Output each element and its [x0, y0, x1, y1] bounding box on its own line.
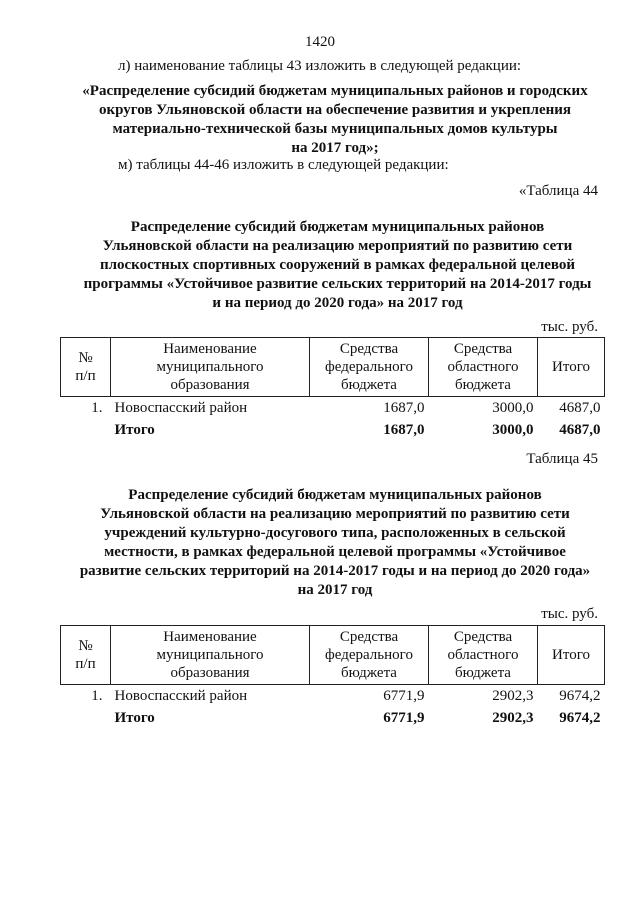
total-sum: 4687,0: [559, 422, 601, 438]
total-label: Итого: [114, 710, 155, 726]
cell-regional: 3000,0: [492, 400, 534, 416]
header-num: № п/п: [61, 338, 111, 397]
header-num: № п/п: [61, 626, 111, 685]
header-name: Наименование муниципального образования: [111, 626, 310, 685]
cell-regional: 2902,3: [492, 688, 534, 704]
header-total: Итого: [538, 338, 605, 397]
cell-total: 4687,0: [559, 400, 601, 416]
table43-title-line: материально-технической базы муниципальных домов культуры: [112, 121, 558, 137]
table44-title-line: Распределение субсидий бюджетам муниципальных районов: [130, 219, 545, 235]
table44-title-line: Ульяновской области на реализацию мероприятий по развитию сети: [102, 238, 573, 254]
table-row: [61, 685, 605, 708]
header-total: Итого: [538, 626, 605, 685]
total-regional: 3000,0: [492, 422, 534, 438]
total-sum: 9674,2: [559, 710, 601, 726]
table45-title-line: учреждений культурно-досугового типа, расположенных в сельской: [104, 525, 566, 541]
cell-name: Новоспасский район: [114, 688, 248, 704]
cell-name: Новоспасский район: [114, 400, 248, 416]
table44: [60, 337, 605, 441]
header-federal: Средства федерального бюджета: [310, 338, 429, 397]
table43-title: [60, 82, 610, 158]
paragraph-m: м) таблицы 44-46 изложить в следующей редакции:: [118, 157, 449, 173]
table44-title-line: программы «Устойчивое развитие сельских территорий на 2014-2017 годы: [83, 276, 592, 292]
total-label: Итого: [114, 422, 155, 438]
page-number: 1420: [305, 34, 335, 50]
table45-label: Таблица 45: [526, 451, 598, 467]
cell-total: 9674,2: [559, 688, 601, 704]
table44-title-line: плоскостных спортивных сооружений в рамках федеральной целевой: [99, 257, 576, 273]
table43-title-line: округов Ульяновской области на обеспечение развития и укрепления: [98, 102, 572, 118]
table-row: [61, 397, 605, 420]
total-federal: 1687,0: [383, 422, 425, 438]
table45-title-line: развитие сельских территорий на 2014-2017 годы и на период до 2020 года»: [79, 563, 591, 579]
table45-units: тыс. руб.: [541, 606, 598, 622]
table44-title-line: и на период до 2020 года» на 2017 год: [212, 295, 463, 311]
cell-num: 1.: [91, 400, 103, 416]
total-regional: 2902,3: [492, 710, 534, 726]
table-header-row: [61, 338, 605, 397]
table45-title-line: Ульяновской области на реализацию мероприятий по развитию сети: [100, 506, 570, 522]
table45-title: [60, 486, 610, 600]
table45-title-line: местности, в рамках федеральной целевой программы «Устойчивое: [104, 544, 566, 560]
cell-num: 1.: [91, 688, 103, 704]
table43-title-line: «Распределение субсидий бюджетам муниципальных районов и городских: [82, 83, 588, 99]
table-total-row: [61, 707, 605, 729]
table45-title-line: на 2017 год: [297, 582, 373, 598]
header-name: Наименование муниципального образования: [111, 338, 310, 397]
table-header-row: [61, 626, 605, 685]
header-regional: Средства областного бюджета: [429, 626, 538, 685]
table45-title-line: Распределение субсидий бюджетам муниципальных районов: [128, 487, 542, 503]
paragraph-l: л) наименование таблицы 43 изложить в следующей редакции:: [118, 58, 522, 74]
table45: [60, 625, 605, 729]
table44-units: тыс. руб.: [541, 319, 598, 335]
total-federal: 6771,9: [383, 710, 425, 726]
header-regional: Средства областного бюджета: [429, 338, 538, 397]
cell-federal: 1687,0: [383, 400, 425, 416]
header-federal: Средства федерального бюджета: [310, 626, 429, 685]
table43-title-line: на 2017 год»;: [291, 140, 379, 156]
table44-title: [70, 218, 605, 313]
table-total-row: [61, 419, 605, 441]
table44-label: «Таблица 44: [518, 183, 598, 199]
cell-federal: 6771,9: [383, 688, 425, 704]
